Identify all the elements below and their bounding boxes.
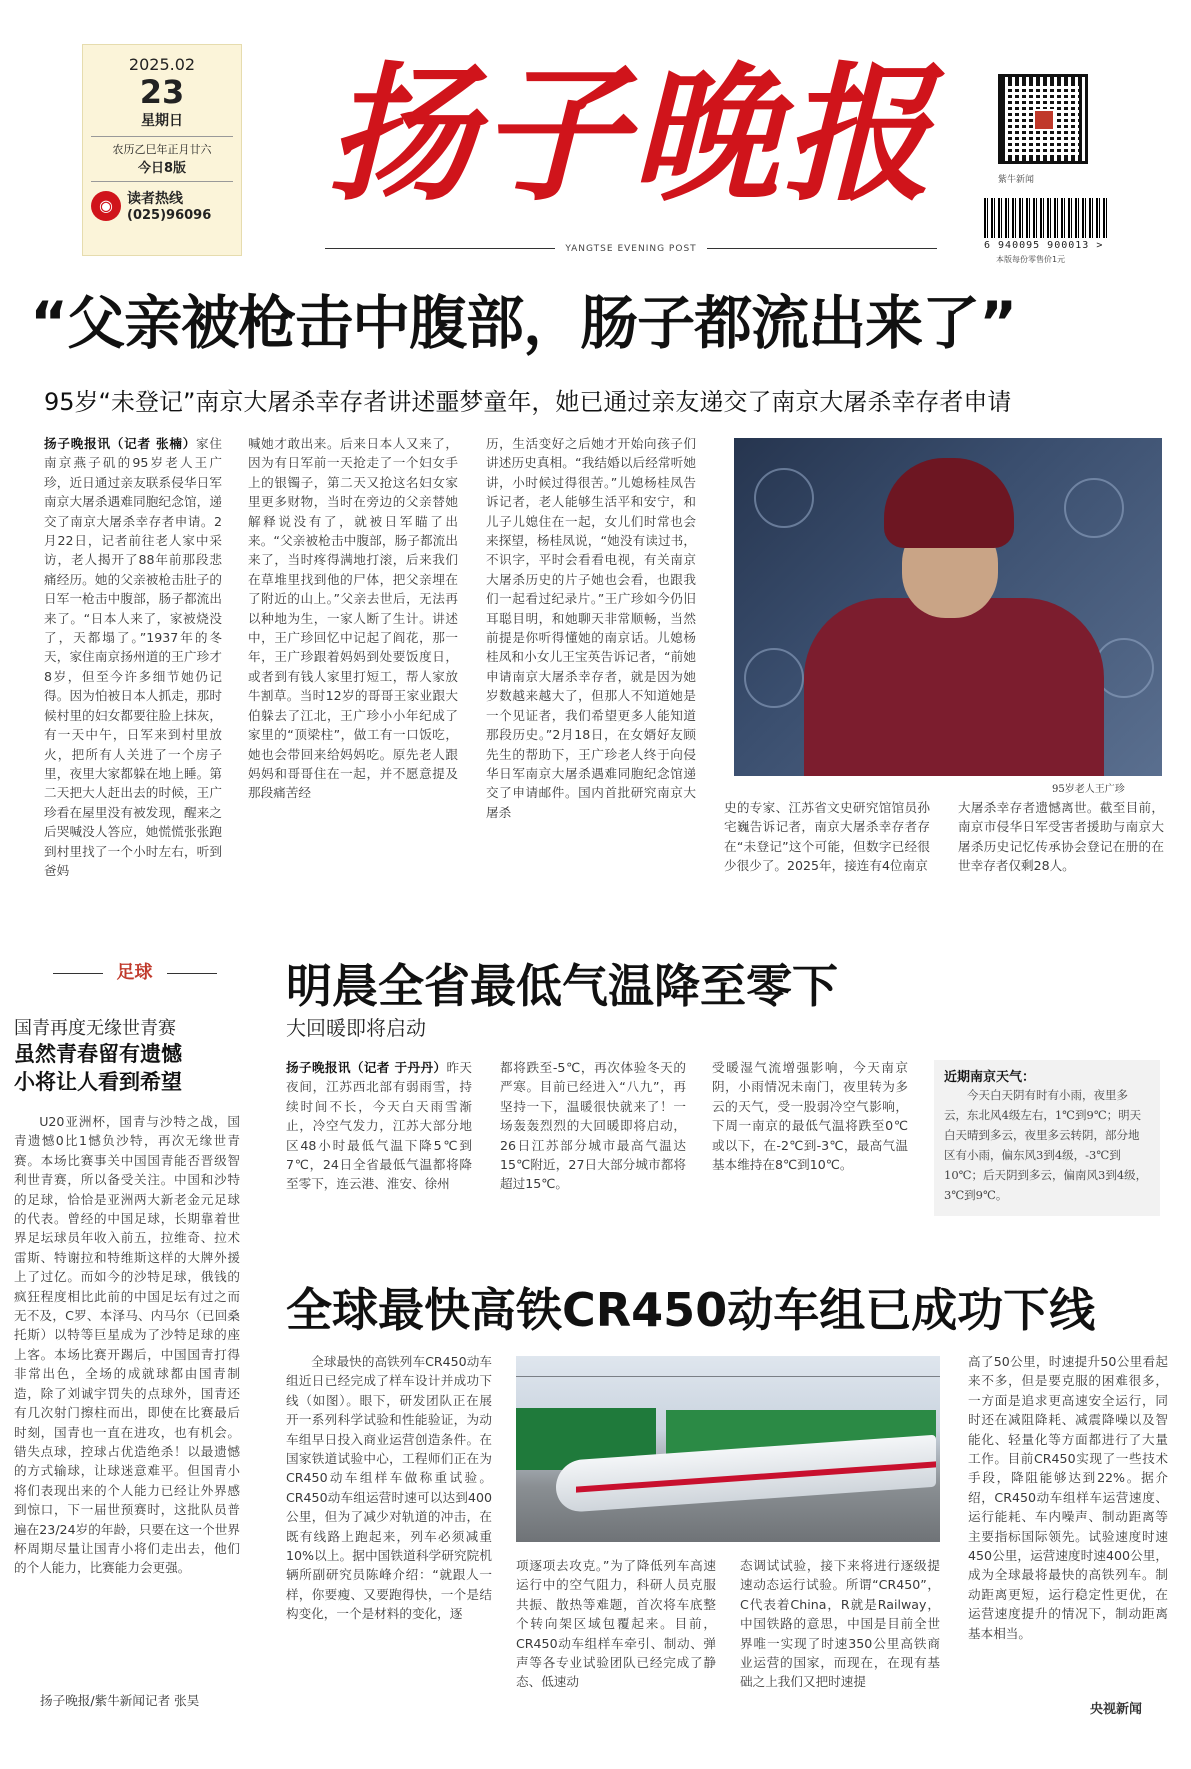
- lunar-date: 农历乙巳年正月廿六: [91, 136, 233, 157]
- lead-byline: 扬子晚报讯（记者 张楠）: [44, 436, 197, 451]
- sports-kicker: 国青再度无缘世青赛: [14, 1018, 176, 1039]
- hotline-logo-icon: ◉: [91, 191, 121, 221]
- lead-headline: “父亲被枪击中腹部，肠子都流出来了”: [30, 289, 1017, 357]
- lead-column-4: 大屠杀幸存者遗憾离世。截至目前，南京市侵华日军受害者援助与南京大屠杀历史记忆传承协会登记在册的在世幸存者仅剩28人。: [958, 800, 1164, 874]
- weather-column-1: [286, 1058, 472, 1234]
- paper-logo: 扬子晚报: [327, 47, 935, 221]
- weather-col1-text: 昨天夜间，江苏西北部有弱雨雪，持续时间不长，今天白天雨雪渐止，冷空气发力，江苏大部分地区48小时最低气温下降5℃到7℃，24日全省最低气温都将降至零下，连云港、淮安、徐州: [286, 1060, 472, 1192]
- weather-box-title: 近期南京天气：: [944, 1070, 1036, 1085]
- lead-col1-text: 家住南京燕子矶的95岁老人王广珍，近日通过亲友联系侵华日军南京大屠杀遇难同胞纪念馆，递交了南京大屠杀幸存者申请。2月22日，记者前往老人家中采访，老人揭开了88年前那段悲痛经历。她的父亲被枪击肚子的日军一枪击中腹部，肠子都流出来了。“日本人来了，家被烧没了，天都塌了。”1937年的冬天，家住南京扬州道的王广珍才8岁，但至今许多细节她仍记得。因为怕被日本人抓走，那时候村里的妇女都要往脸上抹灰，有一天中午，日军来到村里放火，把所有人关进了一个房子里，夜里大家都躲在地上睡。第二天把大人赶出去的时候，王广珍看在屋里没有被发现，醒来之后哭喊没人答应，她慌慌张张跑到村里找了一个小时左右，听到爸妈: [44, 436, 222, 878]
- price-text: 本版每份零售价1元: [996, 255, 1066, 264]
- masthead: [286, 34, 976, 254]
- date-day: 23: [139, 73, 185, 111]
- lead-photo: [734, 438, 1162, 776]
- lead-column-1: [44, 434, 222, 904]
- weather-byline: 扬子晚报讯（记者 于丹丹）: [286, 1060, 447, 1075]
- sports-title: 虽然青春留有遗憾 小将让人看到希望: [14, 1042, 182, 1094]
- pages-today: 今日8版: [91, 157, 233, 182]
- weather-headline: 明晨全省最低气温降至零下: [286, 959, 838, 1013]
- weather-column-2: 都将跌至-5℃，再次体验冬天的严寒。目前已经进入“八九”，再坚持一下，温暖很快就来了！一场轰轰烈烈的大回暖即将启动，26日江苏部分城市最高气温达15℃附近，27日大部分城市都将超过15℃。: [500, 1060, 686, 1192]
- sports-credit: 扬子晚报/紫牛新闻记者 张昊: [40, 1693, 200, 1708]
- barcode: [984, 198, 1110, 238]
- paper-name-en: YANGTSE EVENING POST: [286, 244, 976, 254]
- hotline-number: (025)96096: [127, 208, 212, 223]
- rail-column-3: 态调试试验，接下来将进行逐级提速动态运行试验。所谓“CR450”，C代表着China，R就是Railway，中国铁路的意思，中国是目前全世界唯一实现了时速350公里高铁商业运营的国家，而现在，在现有基础之上我们又把时速提: [740, 1558, 940, 1690]
- lead-column-2: 喊她才敢出来。后来日本人又来了，因为有日军前一天抢走了一个妇女手上的银镯子，第二天又抢这名妇女家里更多财物，当时在旁边的父亲替她解释说没有了，就被日军瞄了出来。“父亲被枪击中腹部，肠子都流出来了，当时疼得满地打滚，后来我们在草堆里找到他的尸体，把父亲埋在了附近的山上。”父亲去世后，无法再以种地为生，一家人断了生计。讲述中，王广珍回忆中记起了阎花，那一年，王广珍跟着妈妈到处要饭度日，或者到有钱人家里打短工，帮人家放牛割草。当时12岁的哥哥王家业跟大伯躲去了江北，王广珍小小年纪成了家里的“顶梁柱”，做工有一口饭吃，她也会带回来给妈妈吃。原先老人跟妈妈和哥哥住在一起，并不愿意提及那段痛苦经: [248, 436, 458, 801]
- date-year-month: 2025.02: [128, 55, 196, 74]
- reader-hotline: [91, 188, 233, 223]
- hotline-label: 读者热线: [127, 191, 183, 207]
- weather-forecast-box: [934, 1060, 1160, 1216]
- lead-subheadline: 95岁“未登记”南京大屠杀幸存者讲述噩梦童年，她已通过亲友递交了南京大屠杀幸存者申请: [44, 388, 1012, 416]
- barcode-number: 6 940095 900013 >: [984, 240, 1104, 251]
- qr-caption: 紫牛新闻: [998, 175, 1035, 185]
- lead-photo-caption: 95岁老人王广珍: [1052, 784, 1125, 795]
- rail-column-1: 全球最快的高铁列车CR450动车组近日已经完成了样车设计并成功下线（如图）。眼下，研发团队正在展开一系列科学试验和性能验证，为动车组早日投入商业运营创造条件。在国家铁道试验中心，工程师们正在为CR450动车组样车做称重试验。CR450动车组运营时速可以达到400公里，但为了减少对轨道的冲击，在既有线路上跑起来，列车必须减重10%以上。据中国铁道科学研究院机辆所副研究员陈峰介绍：“就跟人一样，你要瘦、又要跑得快，一个是结构变化，一个是材料的变化，逐: [286, 1354, 492, 1622]
- lead-column-3: 历，生活变好之后她才开始向孩子们讲述历史真相。“我结婚以后经常听她讲，小时候过得很苦。”儿媳杨桂凤告诉记者，老人能够生活平和安宁，和儿子儿媳住在一起，女儿们时常也会来探望，杨桂凤说，“她没有读过书，不识字，平时会看看电视，有关南京大屠杀历史的片子她也会看，也跟我们一起看过纪录片。”王广珍如今仍旧耳聪目明，和她聊天非常顺畅，当然前提是你听得懂她的南京话。儿媳杨桂凤和小女儿王宝英告诉记者，“前她申请南京大屠杀幸存者，就是因为她岁数越来越大了，但那人不知道她是一个见证者，我们希望更多人能知道那段历史。”2月18日，在女婿好友顾先生的帮助下，王广珍老人终于向侵华日军南京大屠杀遇难同胞纪念馆递交了申请邮件。国内首批研究南京大屠杀: [486, 436, 696, 820]
- weather-subheadline: 大回暖即将启动: [286, 1016, 426, 1040]
- rail-photo: [516, 1356, 940, 1542]
- rail-column-4: 高了50公里，时速提升50公里看起来不多，但是要克服的困难很多，一方面是追求更高速安全运行，同时还在减阻降耗、减震降噪以及智能化、轻量化等方面都进行了大量工作。目前CR450实现了一些技术手段，降阻能够达到22%。据介绍，CR450动车组样车运营速度、运行能耗、车内噪声、制动距离等主要指标国际领先。试验速度时速450公里，运营速度时速400公里，成为全球最将最快的高铁列车。制动距离更短，运行稳定性更优，在运营速度提升的情况下，制动距离基本相当。: [968, 1354, 1168, 1641]
- sports-section-label: 足球: [12, 958, 257, 984]
- qr-logo-icon: [1033, 109, 1055, 131]
- lead-column-3b: 史的专家、江苏省文史研究馆馆员孙宅巍告诉记者，南京大屠杀幸存者存在“未登记”这个可能，但数字已经很少很少了。2025年，接连有4位南京: [724, 800, 930, 874]
- weekday: 星期日: [141, 113, 183, 129]
- rail-credit: 央视新闻: [1090, 1702, 1143, 1717]
- sports-body: U20亚洲杯，国青与沙特之战，国青遗憾0比1憾负沙特，再次无缘世青赛。本场比赛事关中国国青能否晋级智利世青赛，所以备受关注。中国和沙特的足球，恰恰是亚洲两大新老金元足球的代表。曾经的中国足球，长期靠着世界足坛球员年收入前五，拉维奇、拉术雷斯、特谢拉和特维斯这样的大牌外援上了过亿。而如今的沙特足球，俄钱的疯狂程度相比此前的中国足坛有过之而无不及，C罗、本泽马、内马尔（已回桑托斯）以特等巨星成为了沙特足球的座上客。本场比赛开踢后，中国国青打得非常出色，全场的成就球都由国青制造，除了刘诚宇罚失的点球外，国青还有几次射门擦柱而出，即使在比赛最后时刻，国青也一直在进攻，也有机会。错失点球，控球占优造绝杀！以最遗憾的方式输球，让球迷意难平。但国青小将们表现出来的个人能力已经让外界感到惊口，下一届世预赛时，这批队员普遍在23/24岁的年龄，只要在这一个世界杯周期尽量让国青小将们走出去，他们的个人能力，比赛能力会更强。: [14, 1114, 240, 1576]
- rail-headline: 全球最快高铁CR450动车组已成功下线: [286, 1283, 1096, 1337]
- weather-box-text: 今天白天阴有时有小雨，夜里多云，东北风4级左右，1℃到9℃；明天白天晴到多云，夜里多云转阴，部分地区有小雨，偏东风3到4级，-3℃到10℃；后天阴到多云，偏南风3到4级，3℃到9℃。: [944, 1088, 1148, 1202]
- weather-column-3: 受暖湿气流增强影响，今天南京阴，小雨情况未南门，夜里转为多云的天气，受一股弱冷空气影响，下周一南京的最低气温将跌至0℃或以下，在-2℃到-3℃，最高气温基本维持在8℃到10℃。: [712, 1060, 908, 1173]
- rail-column-2: 项逐项去攻克。”为了降低列车高速运行中的空气阻力，科研人员克服共振、散热等难题，首次将车底整个转向架区域包覆起来。目前，CR450动车组样车牵引、制动、弹声等各专业试验团队已经完成了静态、低速动: [516, 1558, 716, 1690]
- date-box: [82, 44, 242, 256]
- qr-code[interactable]: [998, 74, 1088, 164]
